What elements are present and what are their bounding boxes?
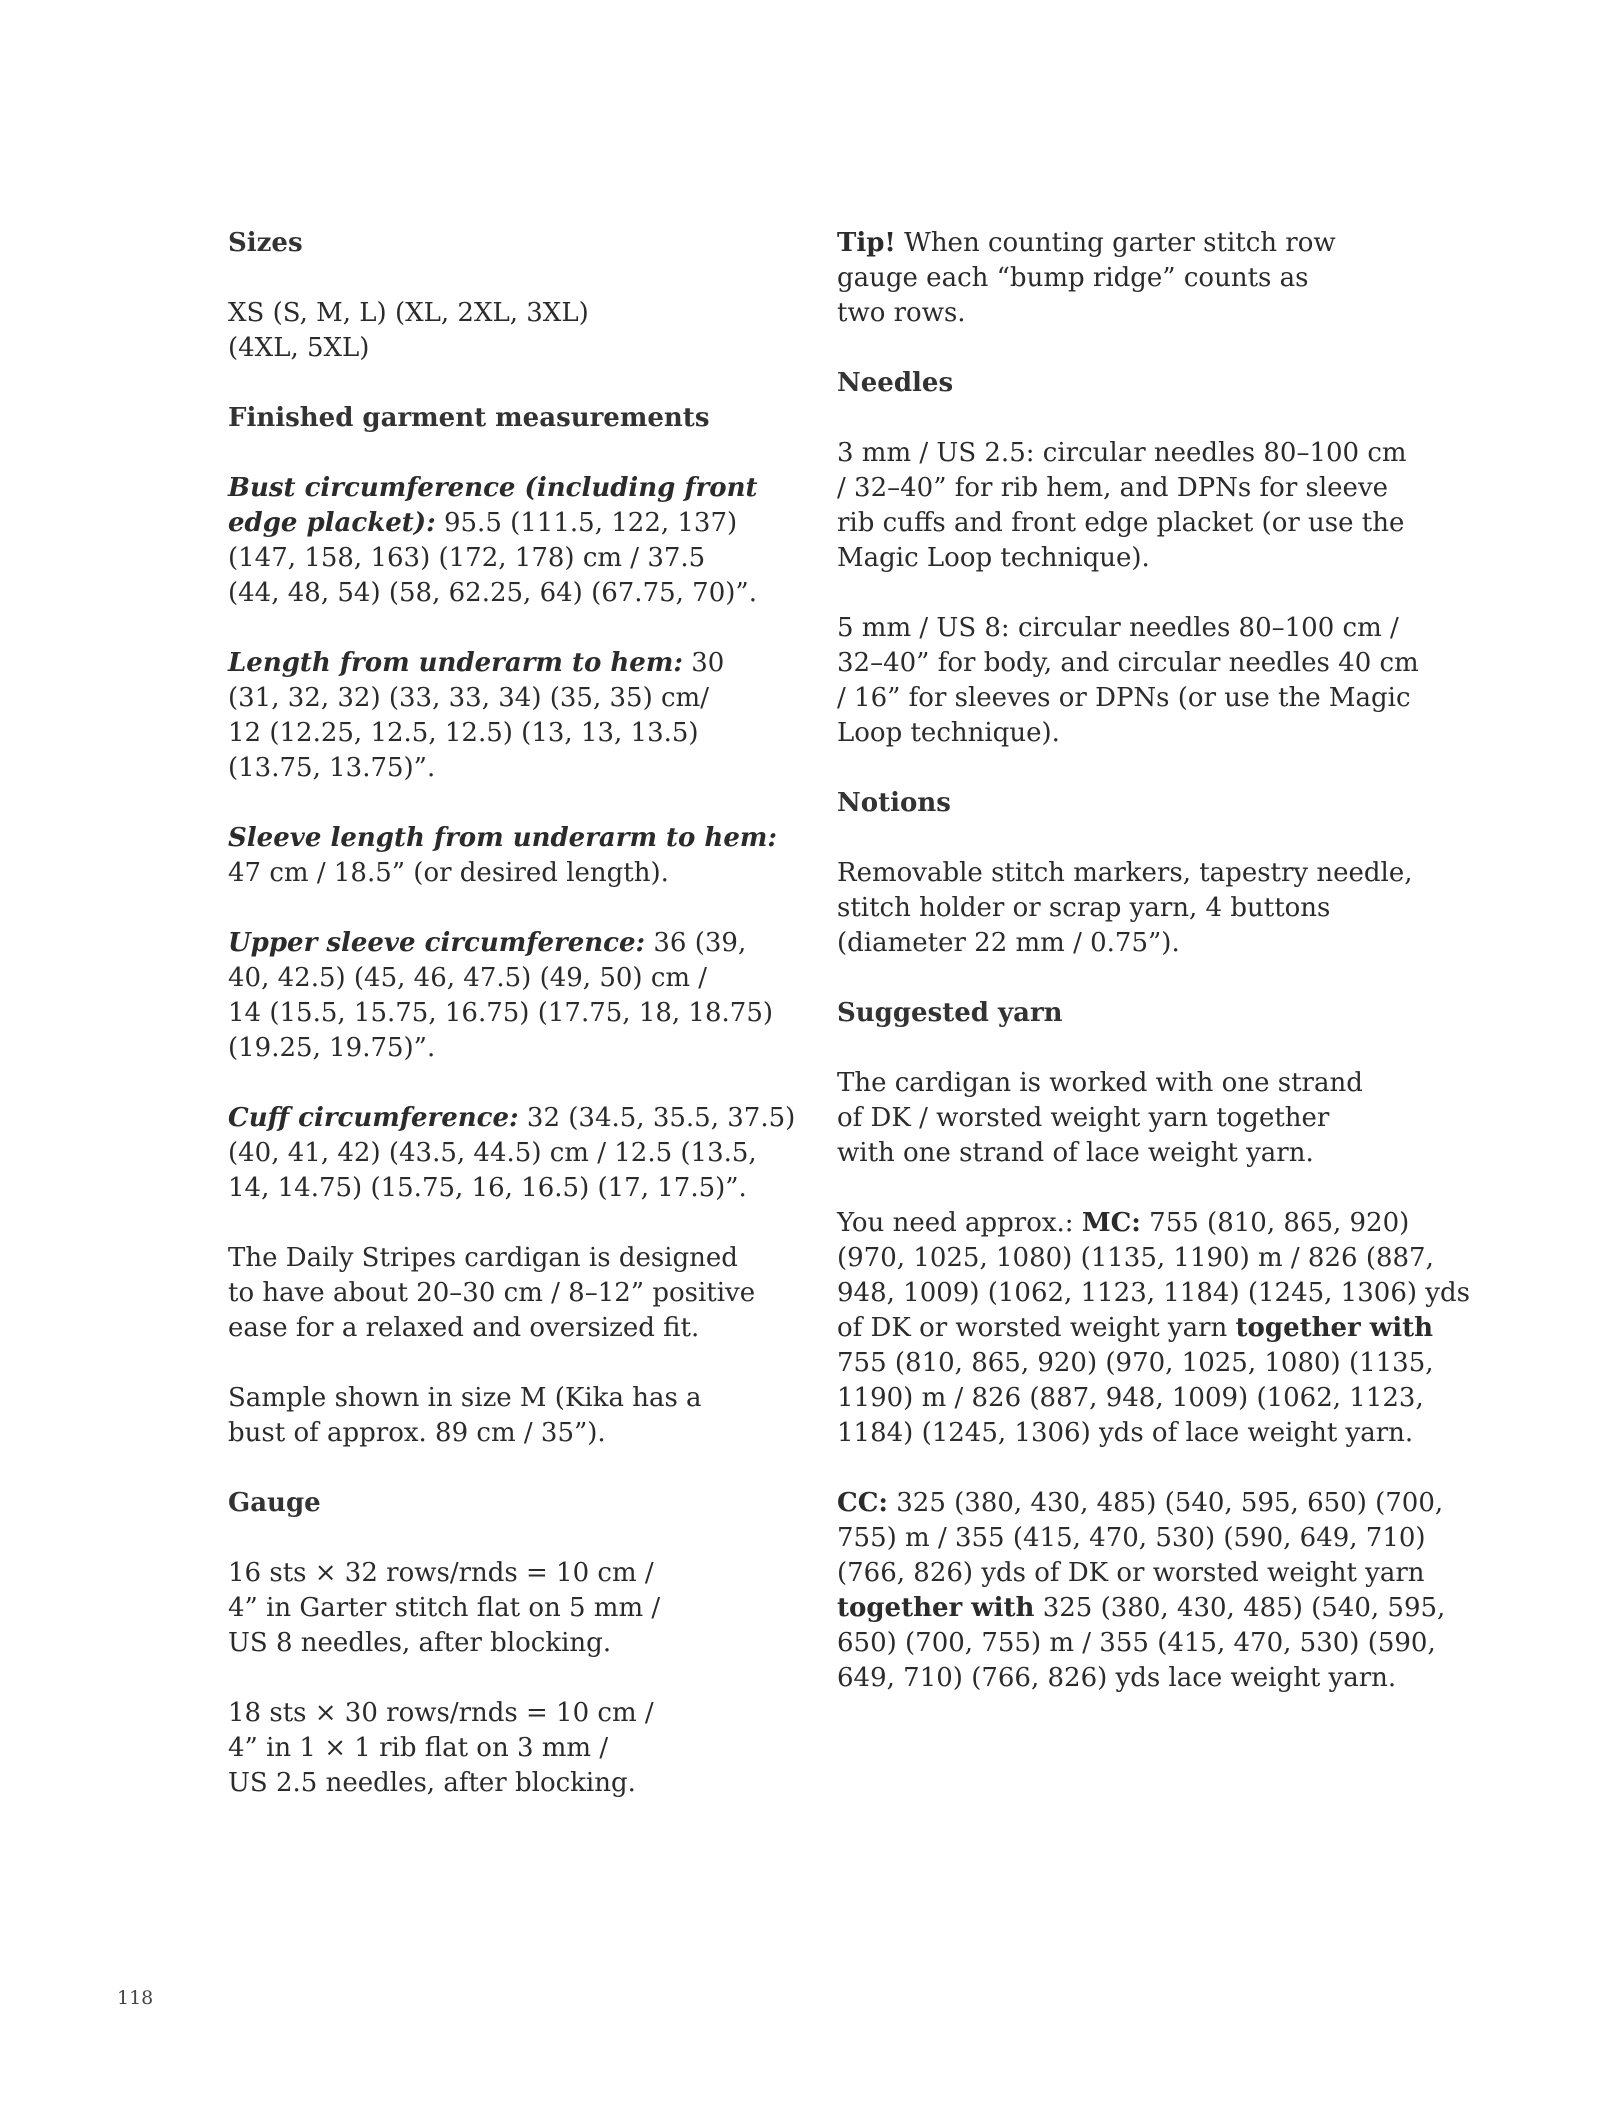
cc-text: 325 (380, 430, 485) (540, 595,	[1034, 1593, 1446, 1623]
sizes-line: (4XL, 5XL)	[228, 333, 370, 363]
upper-sleeve-value: 40, 42.5) (45, 46, 47.5) (49, 50) cm /	[228, 963, 708, 993]
bust-value: (44, 48, 54) (58, 62.25, 64) (67.75, 70)”.	[228, 578, 757, 608]
mc-text: 1190) m / 826 (887, 948, 1009) (1062, 1123,	[837, 1383, 1424, 1413]
cc-text: 650) (700, 755) m / 355 (415, 470, 530) (590,	[837, 1628, 1436, 1658]
needles-line: Loop technique).	[837, 718, 1060, 748]
needles-line: 3 mm / US 2.5: circular needles 80–100 cm	[837, 438, 1407, 468]
mc-text: 755 (810, 865, 920)	[1140, 1208, 1410, 1238]
cuff-value: 14, 14.75) (15.75, 16, 16.5) (17, 17.5)”.	[228, 1173, 747, 1203]
bust-value: 95.5 (111.5, 122, 137)	[435, 508, 738, 538]
sample-line: bust of approx. 89 cm / 35”).	[228, 1418, 606, 1448]
sleeve-measurement	[228, 821, 777, 891]
bust-label: edge placket):	[228, 508, 436, 538]
notions-line: stitch holder or scrap yarn, 4 buttons	[837, 893, 1331, 923]
gauge-heading: Gauge	[228, 1488, 321, 1518]
notions-paragraph	[837, 856, 1413, 961]
cc-text: 755) m / 355 (415, 470, 530) (590, 649, 710)	[837, 1523, 1426, 1553]
length-value: 30	[682, 648, 725, 678]
gauge-rib	[228, 1696, 748, 1801]
mc-label: MC:	[1081, 1208, 1141, 1238]
mc-text: 948, 1009) (1062, 1123, 1184) (1245, 1306) yds	[837, 1278, 1470, 1308]
gauge-line: 4” in 1 × 1 rib flat on 3 mm /	[228, 1733, 609, 1763]
cc-paragraph	[837, 1486, 1446, 1696]
ease-line: ease for a relaxed and oversized fit.	[228, 1313, 700, 1343]
tip-text: When counting garter stitch row	[895, 228, 1336, 258]
gauge-line: US 8 needles, after blocking.	[228, 1628, 612, 1658]
sample-paragraph	[228, 1381, 748, 1451]
needles-line: 5 mm / US 8: circular needles 80–100 cm /	[837, 613, 1399, 643]
ease-paragraph	[228, 1241, 756, 1346]
yarn-heading: Suggested yarn	[837, 998, 1063, 1028]
left-column	[228, 226, 796, 1836]
cuff-measurement	[228, 1101, 796, 1206]
length-value: (31, 32, 32) (33, 33, 34) (35, 35) cm/	[228, 683, 709, 713]
right-column	[837, 226, 1470, 1731]
cc-label: CC:	[837, 1488, 888, 1518]
gauge-line: 18 sts × 30 rows/rnds = 10 cm /	[228, 1698, 654, 1728]
bust-label: Bust circumference (including front	[228, 473, 758, 503]
bust-value: (147, 158, 163) (172, 178) cm / 37.5	[228, 543, 706, 573]
needles-line: 32–40” for body, and circular needles 40 cm	[837, 648, 1419, 678]
gauge-line: 4” in Garter stitch flat on 5 mm /	[228, 1593, 661, 1623]
mc-text: 1184) (1245, 1306) yds of lace weight yarn.	[837, 1418, 1414, 1448]
gauge-line: 16 sts × 32 rows/rnds = 10 cm /	[228, 1558, 654, 1588]
upper-sleeve-value: 14 (15.5, 15.75, 16.75) (17.75, 18, 18.75)	[228, 998, 774, 1028]
yarn-line: The cardigan is worked with one strand	[837, 1068, 1363, 1098]
needles-heading: Needles	[837, 368, 954, 398]
upper-sleeve-value: 36 (39,	[645, 928, 747, 958]
cc-text: 325 (380, 430, 485) (540, 595, 650) (700,	[887, 1488, 1444, 1518]
sleeve-value: 47 cm / 18.5” (or desired length).	[228, 858, 669, 888]
gauge-garter	[228, 1556, 748, 1661]
mc-text: You need approx.:	[837, 1208, 1082, 1238]
mc-text: (970, 1025, 1080) (1135, 1190) m / 826 (887,	[837, 1243, 1434, 1273]
length-value: (13.75, 13.75)”.	[228, 753, 436, 783]
tip-text: gauge each “bump ridge” counts as	[837, 263, 1309, 293]
needles-5mm	[837, 611, 1419, 751]
cc-text: (766, 826) yds of DK or worsted weight yarn	[837, 1558, 1425, 1588]
mc-paragraph	[837, 1206, 1470, 1451]
upper-sleeve-measurement	[228, 926, 774, 1066]
sleeve-label: Sleeve length from underarm to hem:	[228, 823, 777, 853]
sizes-heading: Sizes	[228, 228, 303, 258]
finished-heading: Finished garment measurements	[228, 403, 710, 433]
needles-line: rib cuffs and front edge placket (or use the	[837, 508, 1405, 538]
gauge-line: US 2.5 needles, after blocking.	[228, 1768, 636, 1798]
tip-text: two rows.	[837, 298, 966, 328]
yarn-paragraph	[837, 1066, 1397, 1171]
upper-sleeve-value: (19.25, 19.75)”.	[228, 1033, 436, 1063]
mc-text: 755 (810, 865, 920) (970, 1025, 1080) (1135,	[837, 1348, 1434, 1378]
tip-paragraph	[837, 226, 1397, 331]
notions-heading: Notions	[837, 788, 951, 818]
needles-line: / 16” for sleeves or DPNs (or use the Magic	[837, 683, 1411, 713]
bust-measurement	[228, 471, 758, 611]
needles-3mm	[837, 436, 1407, 576]
upper-sleeve-label: Upper sleeve circumference:	[228, 928, 646, 958]
mc-together-with: together with	[1235, 1313, 1433, 1343]
ease-line: The Daily Stripes cardigan is designed	[228, 1243, 738, 1273]
yarn-line: of DK / worsted weight yarn together	[837, 1103, 1330, 1133]
length-measurement	[228, 646, 748, 786]
ease-line: to have about 20–30 cm / 8–12” positive	[228, 1278, 756, 1308]
cuff-label: Cuff circumference:	[228, 1103, 519, 1133]
cc-text: 649, 710) (766, 826) yds lace weight yarn.	[837, 1663, 1397, 1693]
length-label: Length from underarm to hem:	[228, 648, 683, 678]
length-value: 12 (12.25, 12.5, 12.5) (13, 13, 13.5)	[228, 718, 699, 748]
needles-line: / 32–40” for rib hem, and DPNs for sleeve	[837, 473, 1389, 503]
needles-line: Magic Loop technique).	[837, 543, 1150, 573]
sizes-text	[228, 296, 748, 366]
notions-line: (diameter 22 mm / 0.75”).	[837, 928, 1180, 958]
sample-line: Sample shown in size M (Kika has a	[228, 1383, 702, 1413]
cuff-value: 32 (34.5, 35.5, 37.5)	[518, 1103, 796, 1133]
page-number: 118	[117, 1987, 154, 2009]
notions-line: Removable stitch markers, tapestry needle,	[837, 858, 1413, 888]
yarn-line: with one strand of lace weight yarn.	[837, 1138, 1314, 1168]
cc-together-with: together with	[837, 1593, 1035, 1623]
cuff-value: (40, 41, 42) (43.5, 44.5) cm / 12.5 (13.5,	[228, 1138, 757, 1168]
sizes-line: XS (S, M, L) (XL, 2XL, 3XL)	[228, 298, 589, 328]
mc-text: of DK or worsted weight yarn	[837, 1313, 1236, 1343]
tip-label: Tip!	[837, 228, 896, 258]
